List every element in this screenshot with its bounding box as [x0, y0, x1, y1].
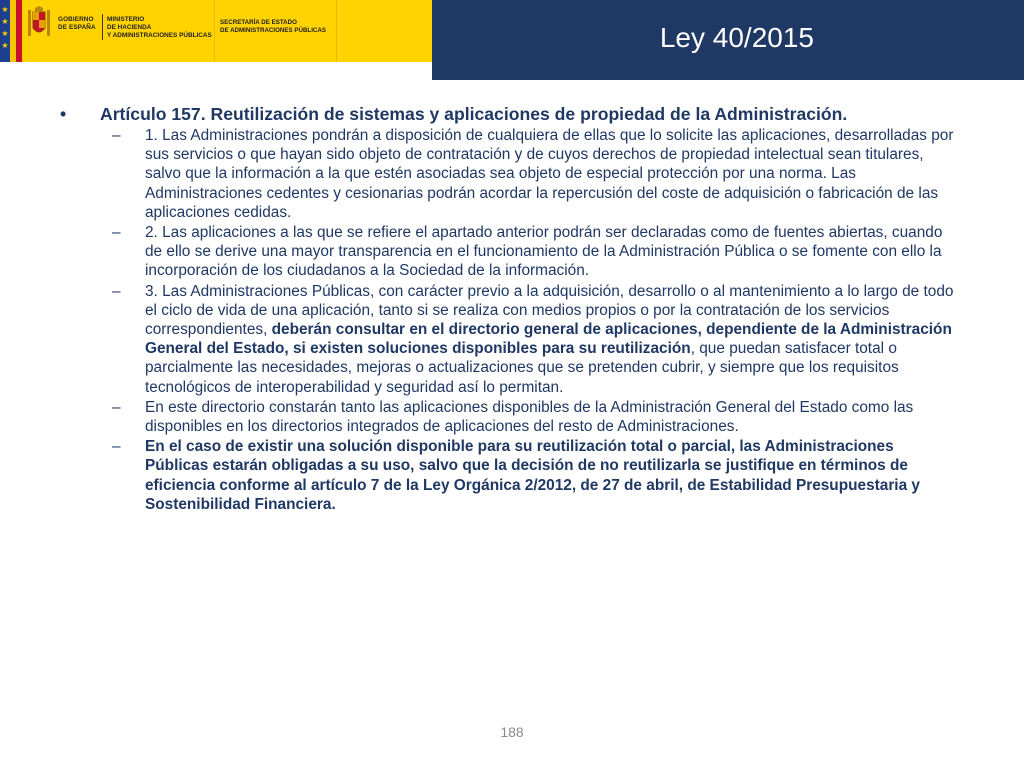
- paragraph-4-text: En este directorio constarán tanto las aplicaciones disponibles de la Administración General del Estado como las disponibles en los directorios integrados de aplicaciones del resto de Administraciones.: [145, 398, 914, 436]
- ministerio-label: MINISTERIO DE HACIENDA Y ADMINISTRACIONES PÚBLICAS: [107, 16, 212, 39]
- article-heading: [60, 104, 960, 125]
- paragraph-3: [60, 282, 960, 397]
- article-paragraphs: [60, 126, 960, 514]
- paragraph-3-text-a: 3. Las Administraciones Públicas, con carácter previo a la adquisición, desarrollo o al mantenimiento a lo largo de todo el ciclo de vida de una aplicación, tanto si se realiza con medios propios o por la contratación de los servicios correspondientes,: [145, 282, 954, 339]
- paragraph-2: [60, 223, 960, 281]
- divider: [214, 0, 215, 62]
- secretaria-label: SECRETARÍA DE ESTADO DE ADMINISTRACIONES PÚBLICAS: [220, 19, 326, 34]
- bullet-icon: •: [60, 104, 67, 124]
- page-number: 188: [500, 724, 524, 740]
- gobierno-label: GOBIERNO DE ESPAÑA: [58, 16, 96, 31]
- divider: [336, 0, 337, 62]
- dash-icon: –: [112, 398, 121, 416]
- star-icon: ★: [1, 5, 9, 14]
- dash-icon: –: [112, 438, 121, 456]
- star-icon: ★: [1, 17, 9, 26]
- eu-flag-band: [0, 0, 10, 62]
- dash-icon: –: [112, 282, 121, 300]
- slide-title: Ley 40/2015: [659, 22, 814, 53]
- paragraph-5: [60, 437, 960, 514]
- paragraph-1-text: 1. Las Administraciones pondrán a disposición de cualquiera de ellas que lo solicite las aplicaciones, desarrolladas por sus servicios o que hayan sido objeto de contratación y de cuyos derechos de propiedad intelectual sean titulares, salvo que la información a la que estén asociadas sea objeto de especial protección por una norma. Las Administraciones cedentes y cesionarias podrán acordar la repercusión del coste de adquisición o fabricación de las aplicaciones cedidas.: [145, 127, 954, 221]
- dash-icon: –: [112, 127, 121, 144]
- dash-icon: –: [112, 224, 121, 242]
- coat-of-arms-icon: [26, 6, 52, 42]
- government-logo-area: [22, 0, 432, 62]
- article-heading-text: Artículo 157. Reutilización de sistemas y aplicaciones de propiedad de la Administración.: [100, 104, 848, 124]
- slide-content: [60, 104, 960, 515]
- paragraph-2-text: 2. Las aplicaciones a las que se refiere el apartado anterior podrán ser declaradas como de fuentes abiertas, cuando de ello se derive una mayor transparencia en el funcionamiento de la Administración Pública o se fomente con ello la incorporación de los ciudadanos a la Sociedad de la información.: [145, 224, 943, 280]
- divider: [102, 14, 103, 40]
- paragraph-4: [60, 398, 960, 436]
- paragraph-3-text-bold: deberán consultar en el directorio general de aplicaciones, dependiente de la Administración General del Estado, si existen soluciones disponibles para su reutilización: [145, 321, 952, 358]
- paragraph-5-text: En el caso de existir una solución disponible para su reutilización total o parcial, las Administraciones Públicas estarán obligadas a su uso, salvo que la decisión de no reutilizarla se justifique en términos de eficiencia conforme al artículo 7 de la Ley Orgánica 2/2012, de 27 de abril, de Estabilidad Presupuestaria y Sostenibilidad Financiera.: [145, 438, 920, 513]
- star-icon: ★: [1, 29, 9, 38]
- paragraph-1: [60, 126, 960, 222]
- title-box: [432, 0, 1024, 80]
- paragraph-3-text-c: , que puedan satisfacer total o parcialmente las necesidades, mejoras o actualizaciones que se pretenden cubrir, y siempre que los requisitos tecnológicos de interoperabilidad y seguridad así lo permitan.: [145, 340, 899, 396]
- star-icon: ★: [1, 41, 9, 50]
- slide-header: [0, 0, 1024, 80]
